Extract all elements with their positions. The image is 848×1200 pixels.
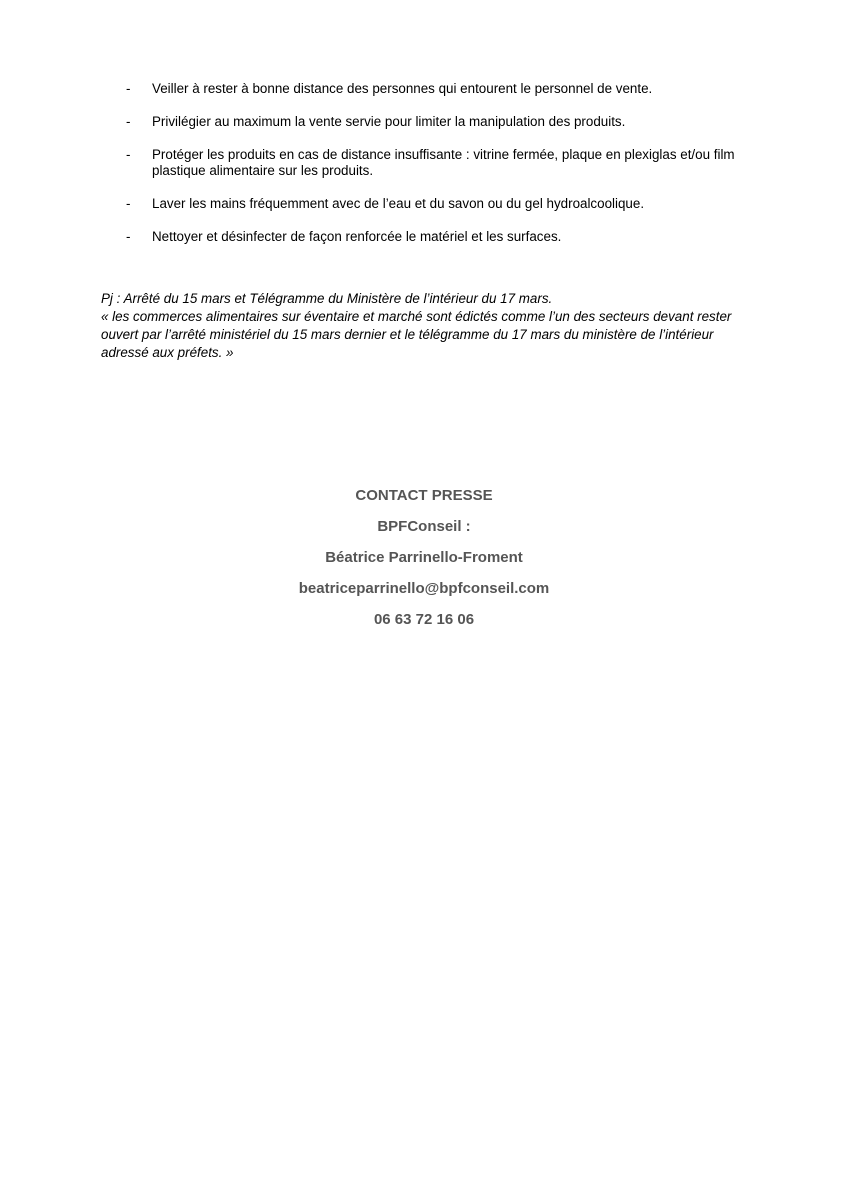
decree-quote: « les commerces alimentaires sur éventaire et marché sont édictés comme l’un des secteurs devant rester ouvert par l’arrêté ministériel du 15 mars dernier et le télégramme du 17 mars du ministère de l’intérieur adressé aux préfets. » <box>101 309 732 360</box>
bullet-text: Laver les mains fréquemment avec de l’eau et du savon ou du gel hydroalcoolique. <box>152 196 645 211</box>
contact-company: BPFConseil : <box>377 518 471 535</box>
bullet-text: Protéger les produits en cas de distance insuffisante : vitrine fermée, plaque en plexiglas et/ou film plastique alimentaire sur les produits. <box>152 147 735 178</box>
bullet-text: Nettoyer et désinfecter de façon renforcée le matériel et les surfaces. <box>152 229 562 244</box>
bullet-dash: - <box>126 147 131 162</box>
press-contact <box>0 486 848 641</box>
attachment-reference: Pj : Arrêté du 15 mars et Télégramme du Ministère de l’intérieur du 17 mars. <box>101 291 553 306</box>
attachment-note <box>101 290 761 362</box>
bullet-text: Veiller à rester à bonne distance des personnes qui entourent le personnel de vente. <box>152 81 653 96</box>
bullet-text: Privilégier au maximum la vente servie pour limiter la manipulation des produits. <box>152 114 626 129</box>
contact-email: beatriceparrinello@bpfconseil.com <box>298 580 550 597</box>
bullet-dash: - <box>126 81 131 96</box>
bullet-dash: - <box>126 196 131 211</box>
bullet-dash: - <box>126 114 131 129</box>
contact-phone: 06 63 72 16 06 <box>373 611 475 628</box>
bullet-dash: - <box>126 229 131 244</box>
contact-heading: CONTACT PRESSE <box>355 487 493 504</box>
contact-name: Béatrice Parrinello-Froment <box>325 549 523 566</box>
